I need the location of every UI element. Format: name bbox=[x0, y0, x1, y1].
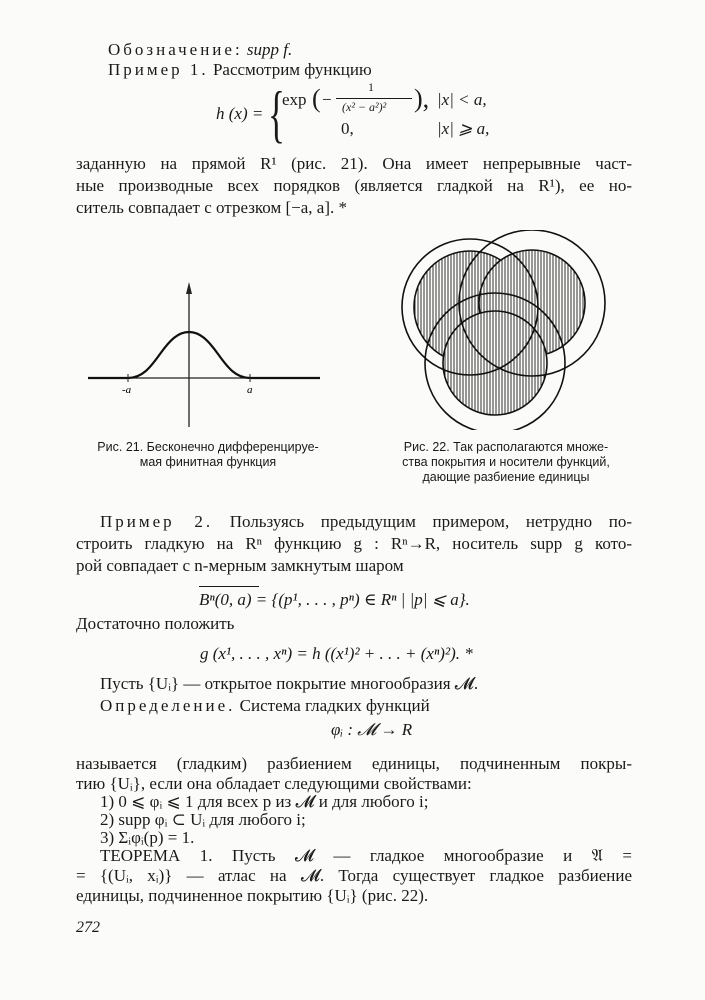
ball-formula: Bⁿ(0, a) = {(p¹, . . . , pⁿ) ∈ Rⁿ | |p| ⩽ a}. bbox=[199, 590, 470, 609]
sufficient-line: Достаточно положить bbox=[76, 614, 235, 633]
figure21-caption-line-2: мая финитная функция bbox=[139, 455, 277, 469]
page-number: 272 bbox=[76, 919, 100, 936]
figure22-caption-line-1: Рис. 22. Так располагаются множе- bbox=[403, 440, 609, 454]
figure22-caption bbox=[368, 440, 644, 485]
example2-text-1: Пользуясь предыдущим примером, нетрудно по- bbox=[229, 512, 633, 531]
formula-case1-cond: |x| < a, bbox=[437, 90, 487, 109]
example2-line-1 bbox=[100, 512, 632, 532]
figure21-plot bbox=[88, 282, 328, 432]
figure21-caption-line-1: Рис. 21. Бесконечно дифференцируе- bbox=[97, 440, 319, 454]
formula-case1-expr: exp bbox=[282, 90, 307, 109]
theorem-label: ТЕОРЕМА 1. bbox=[100, 846, 213, 865]
figure22-diagram bbox=[387, 230, 627, 430]
theorem-text-2: = {(Uᵢ, xᵢ)} — атлас на 𝓜. Тогда существует гладкое разбиение bbox=[76, 866, 632, 885]
formula-frac-bar bbox=[336, 98, 412, 99]
example1-text-1: заданную на прямой R¹ (рис. 21). Она имеет непрерывные част- bbox=[76, 154, 632, 173]
definition-item-1: 1) 0 ⩽ φᵢ ⩽ 1 для всех p из 𝓜 и для любого i; bbox=[100, 792, 429, 811]
formula-paren-left: ( bbox=[312, 84, 321, 113]
definition-text-1: называется (гладким) разбиением единицы, подчиненным покры- bbox=[76, 754, 632, 773]
example2-label: Пример 2. bbox=[100, 512, 214, 531]
g-formula: g (x¹, . . . , xⁿ) = h ((x¹)² + . . . + (xⁿ)²). * bbox=[200, 644, 473, 663]
figure22-support-3 bbox=[443, 311, 547, 415]
definition-label: Определение. bbox=[100, 696, 236, 715]
example1-heading bbox=[108, 60, 372, 80]
ball-overline bbox=[199, 586, 259, 587]
notation-line bbox=[108, 40, 292, 60]
example1-intro: Рассмотрим функцию bbox=[212, 60, 372, 79]
cover-line: Пусть {Uᵢ} — открытое покрытие многообразия 𝓜. bbox=[100, 674, 479, 693]
definition-item-3: 3) Σᵢφᵢ(p) = 1. bbox=[100, 828, 195, 847]
formula-frac-num: 1 bbox=[368, 80, 374, 94]
definition-heading bbox=[100, 696, 430, 716]
figure21-label-a: a bbox=[247, 384, 253, 396]
example1-text-3: ситель совпадает с отрезком [−a, a]. * bbox=[76, 198, 347, 217]
theorem-text-3: единицы, подчиненное покрытию {Uᵢ} (рис. 22). bbox=[76, 886, 429, 905]
phi-formula: φᵢ : 𝓜 → R bbox=[331, 720, 413, 739]
figure22-caption-line-3: дающие разбиение единицы bbox=[422, 470, 590, 484]
example1-text-2: ные производные всех порядков (является гладкой на R¹), ее но- bbox=[76, 176, 632, 195]
theorem-line-1 bbox=[100, 846, 632, 866]
figure21-curve bbox=[88, 332, 320, 378]
figure21-caption bbox=[76, 440, 340, 470]
definition-text-2: тию {Uᵢ}, если она обладает следующими свойствами: bbox=[76, 774, 472, 793]
formula-case2-expr: 0, bbox=[341, 119, 354, 138]
figure22-caption-line-2: ства покрытия и носители функций, bbox=[402, 455, 610, 469]
figure21-y-arrow bbox=[186, 282, 192, 294]
formula-minus: − bbox=[322, 90, 332, 109]
figure21-label-neg-a: -a bbox=[122, 384, 132, 396]
formula-case2-cond: |x| ⩾ a, bbox=[437, 119, 490, 138]
formula-brace: { bbox=[268, 78, 285, 149]
notation-label: Обозначение: bbox=[108, 40, 243, 59]
theorem-text-1: Пусть 𝓜 — гладкое многообразие и 𝔄 = bbox=[231, 846, 632, 865]
formula-frac-den: (x² − a²)² bbox=[342, 100, 387, 114]
formula-lhs: h (x) = bbox=[216, 104, 264, 123]
notation-value: supp f. bbox=[246, 40, 293, 59]
example2-text-3: рой совпадает с n-мерным замкнутым шаром bbox=[76, 556, 404, 575]
example2-text-2: строить гладкую на Rⁿ функцию g : Rⁿ→R, носитель supp g кото- bbox=[76, 534, 632, 553]
example1-label: Пример 1. bbox=[108, 60, 209, 79]
definition-intro: Система гладких функций bbox=[239, 696, 430, 715]
definition-item-2: 2) supp φᵢ ⊂ Uᵢ для любого i; bbox=[100, 810, 306, 829]
formula-paren-right: ), bbox=[414, 84, 430, 113]
